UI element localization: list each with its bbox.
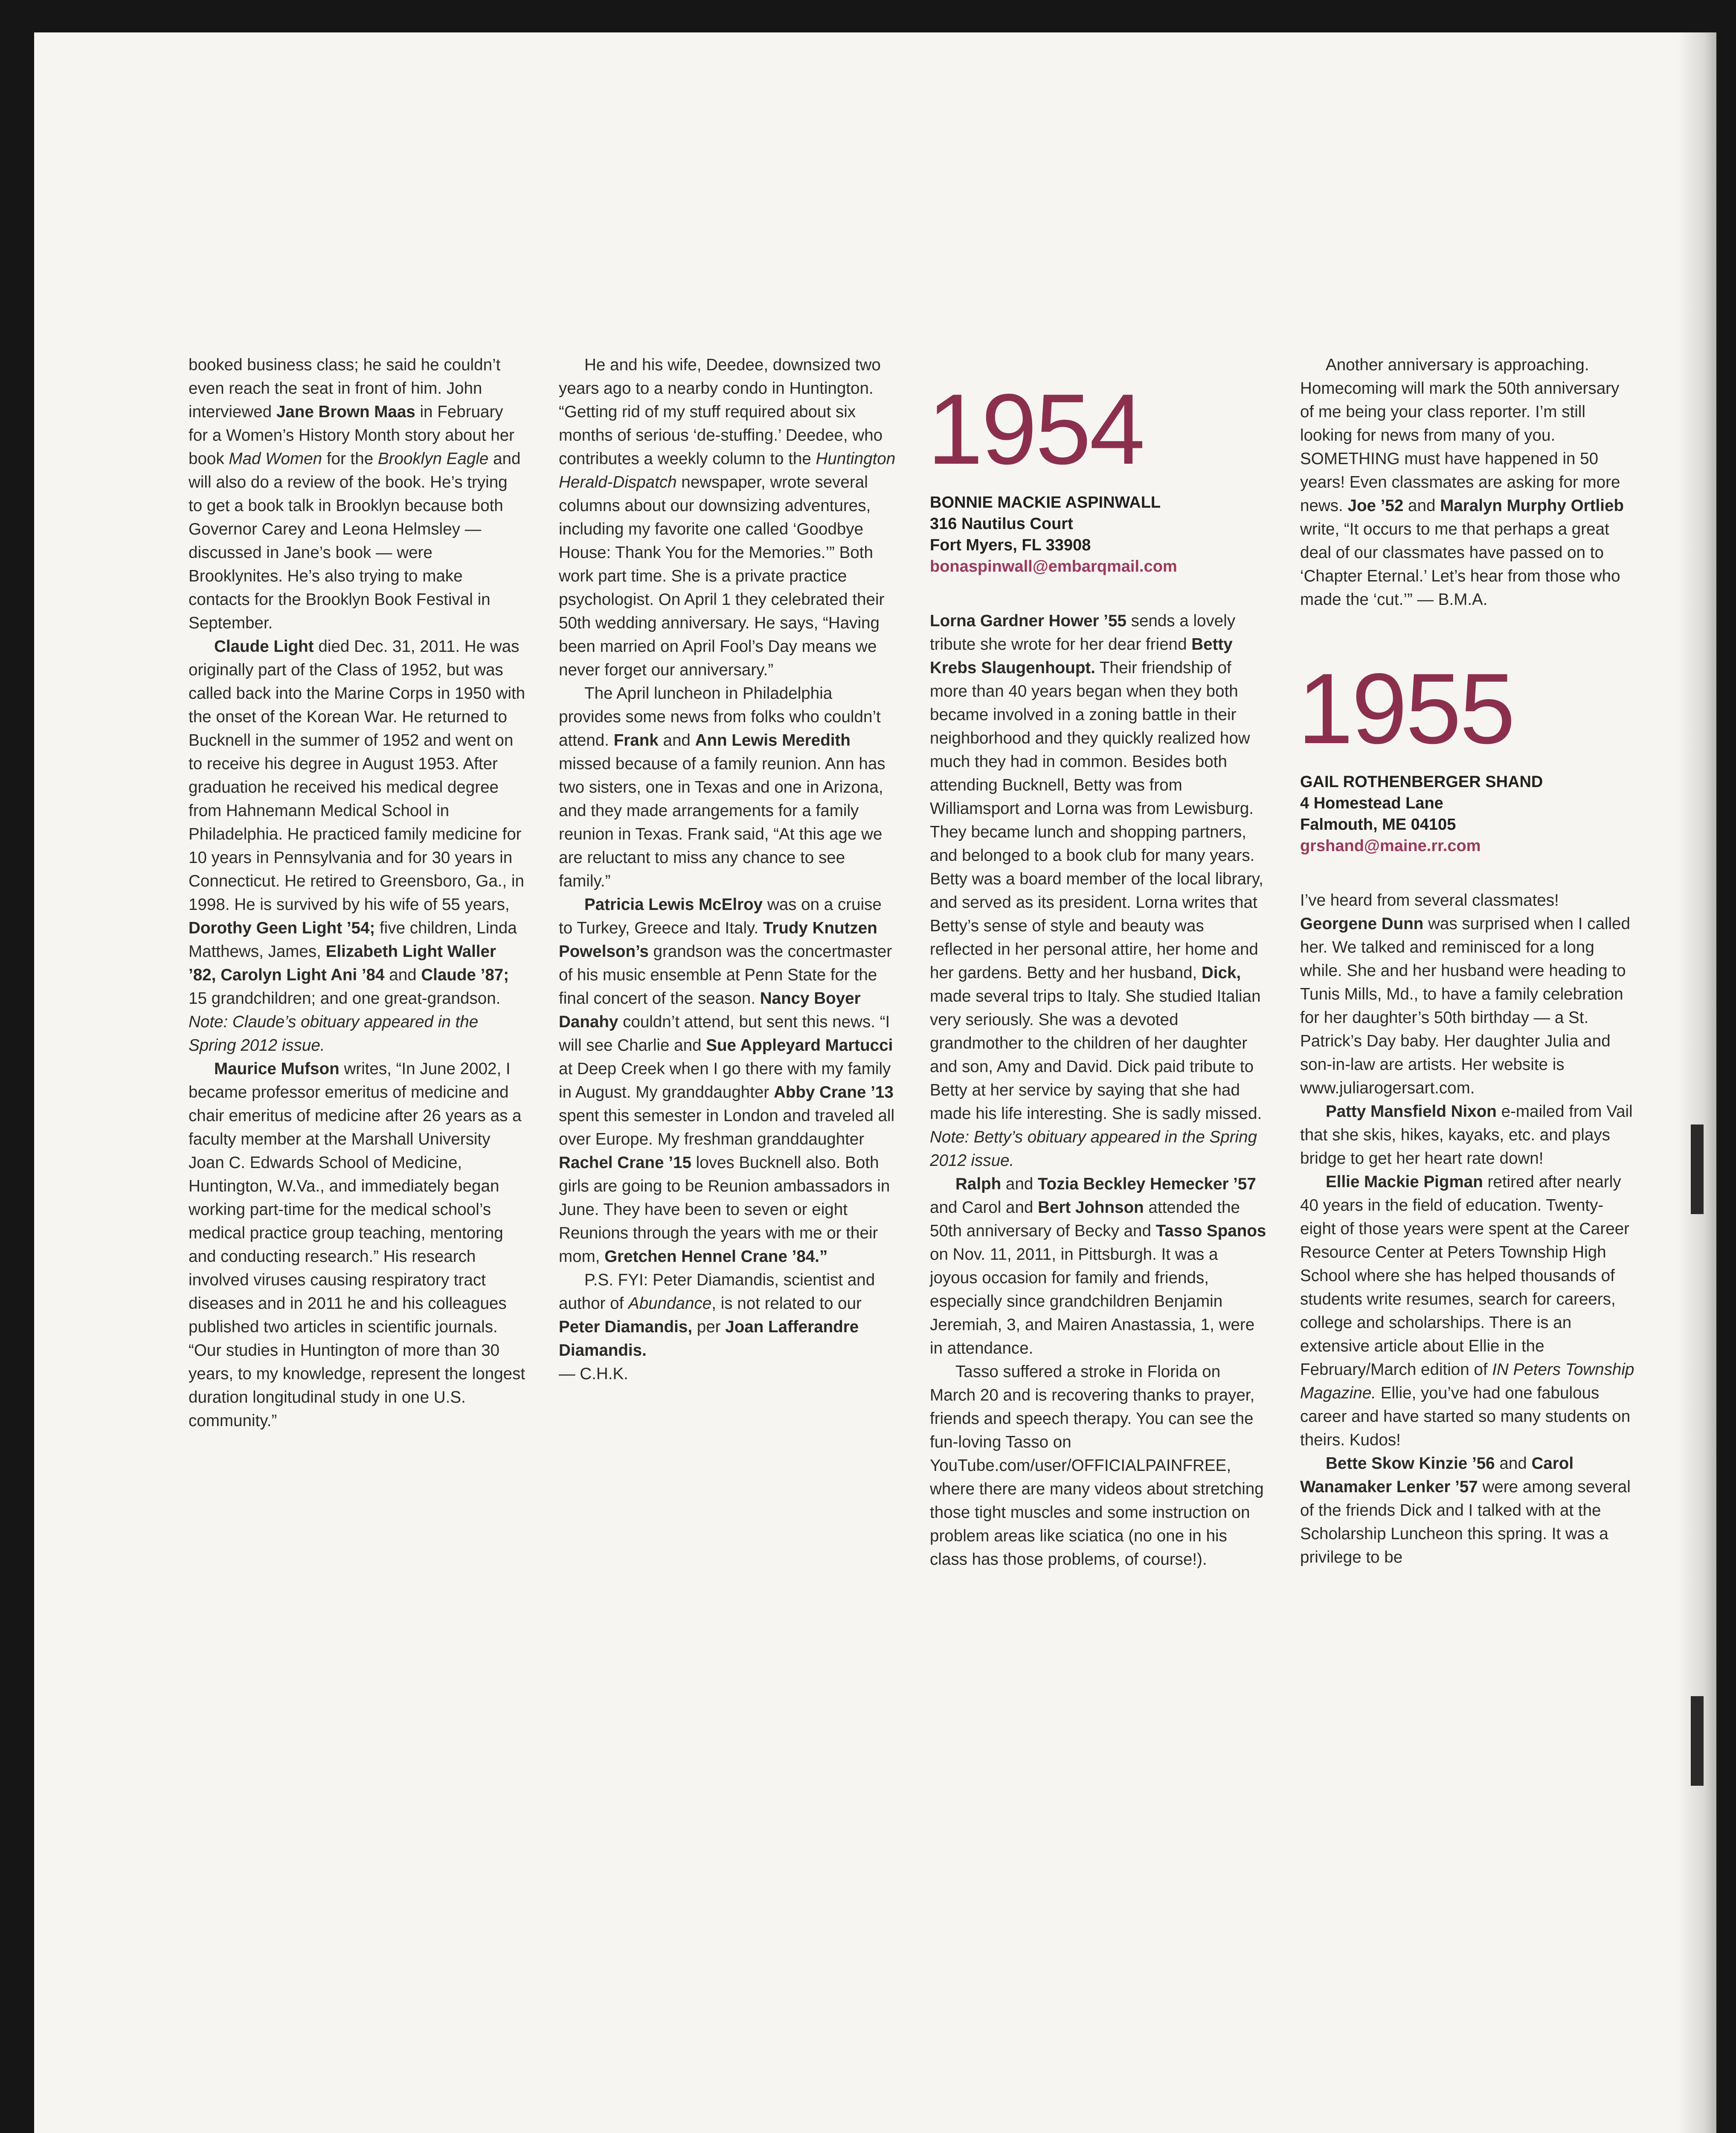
text-column-4 (1300, 353, 1637, 1569)
person-name: Dick, (1201, 964, 1241, 982)
page-binding-edge (1678, 32, 1716, 2133)
person-name: Sue Appleyard Martucci (706, 1036, 893, 1055)
paragraph (1300, 353, 1637, 611)
paragraph (930, 609, 1267, 1172)
reporter-city: Fort Myers, FL 33908 (930, 536, 1091, 554)
person-name: Ralph (955, 1175, 1002, 1193)
text-run: attended the 50th anniversary of Becky and (930, 1198, 1240, 1240)
text-run: Another anniversary is approaching. Homecoming will mark the 50th anniversary of me being your class reporter. I’m still looking for news from many of you. SOMETHING must have happened in 50 years! Even classmates are asking for more news. (1300, 356, 1620, 515)
class-reporter-1954 (930, 492, 1267, 577)
person-name: Peter Diamandis, (559, 1318, 693, 1336)
text-run: spent this semester in London and traveled all over Europe. My freshman granddaughter (559, 1107, 895, 1148)
class-year-1955: 1955 (1298, 652, 1514, 764)
text-run: newspaper, wrote several columns about our downsizing adventures, including my favorite one called ‘Goodbye House: Thank You for the Memories.’” Both work part time. She is a private practice psychologist. On April 1 they celebrated their 50th wedding anniversary. He says, “Having been married on April Fool’s Day means we never forget our anniversary.” (559, 473, 885, 679)
paragraph (559, 893, 896, 1268)
text-run: couldn’t attend, but sent this news. “I will see Charlie and (559, 1013, 890, 1055)
class-year-1954: 1954 (927, 373, 1144, 485)
person-name: Patty Mansfield Nixon (1326, 1102, 1497, 1121)
reporter-name: GAIL ROTHENBERGER SHAND (1300, 773, 1543, 791)
publication-title: Huntington Herald-Dispatch (559, 450, 896, 491)
person-name: Claude ’87; (421, 966, 509, 984)
text-run: retired after nearly 40 years in the field of education. Twenty-eight of those years were spent at the Career Resource Center at Peters Township High School where she has helped thousands of students write resumes, search for careers, college and scholarships. There is an extensive article about Ellie in the February/March edition of (1300, 1173, 1629, 1379)
text-run: were among several of the friends Dick and I talked with at the Scholarship Luncheon this spring. It was a privilege to be (1300, 1478, 1631, 1566)
paragraph (1300, 1170, 1637, 1452)
text-run: writes, “In June 2002, I became professor emeritus of medicine and chair emeritus of medicine after 26 years as a faculty member at the Marshall University Joan C. Edwards School of Medicine, Huntington, W.Va., and immediately began working part-time for the medical school’s medical practice group teaching, mentoring and conducting research.” His research involved viruses causing respiratory tract diseases and in 2011 he and his colleagues published two articles in scientific journals. “Our studies in Huntington of more than 30 years, to my knowledge, represent the longest duration longitudinal study in one U.S. community.” (189, 1060, 525, 1430)
person-name: Betty Krebs Slaugenhoupt. (930, 635, 1233, 677)
signature: — C.H.K. (559, 1365, 628, 1383)
book-title: Abundance (628, 1294, 712, 1313)
person-name: Bert Johnson (1038, 1198, 1144, 1217)
binding-mark (1691, 1125, 1704, 1214)
person-name: Patricia Lewis McElroy (584, 895, 763, 914)
paragraph (559, 1268, 896, 1362)
text-run: sends a lovely tribute she wrote for her dear friend (930, 612, 1236, 654)
editor-note: Note: Betty’s obituary appeared in the Spring 2012 issue. (930, 1128, 1257, 1170)
book-title: Mad Women (229, 450, 322, 468)
text-run: at Deep Creek when I go there with my family in August. My granddaughter (559, 1060, 891, 1101)
text-run: I’ve heard from several classmates! (1300, 891, 1559, 910)
text-run: and (658, 731, 695, 750)
text-run: for the (322, 450, 378, 468)
text-run: The April luncheon in Philadelphia provides some news from folks who couldn’t attend. (559, 684, 881, 750)
text-run: loves Bucknell also. Both girls are going to be Reunion ambassadors in June. They have been to seven or eight Reunions through the years with me or their mom, (559, 1154, 890, 1266)
paragraph (189, 353, 525, 635)
person-name: Tasso Spanos (1155, 1222, 1266, 1240)
person-name: Gretchen Hennel Crane ’84.” (604, 1247, 828, 1266)
text-run: Ellie, you’ve had one fabulous career and have started so many students on theirs. Kudos! (1300, 1384, 1631, 1449)
paragraph (559, 353, 896, 682)
text-run: on Nov. 11, 2011, in Pittsburgh. It was a joyous occasion for family and friends, especially since grandchildren Benjamin Jeremiah, 3, and Mairen Anastassia, 1, were in attendance. (930, 1245, 1255, 1357)
text-run: grandson was the concertmaster of his music ensemble at Penn State for the final concert of the season. (559, 942, 892, 1008)
paragraph (1300, 889, 1637, 1100)
person-name: Rachel Crane ’15 (559, 1154, 691, 1172)
person-name: Nancy Boyer Danahy (559, 989, 861, 1031)
text-run: five children, Linda Matthews, James, (189, 919, 517, 961)
text-run: and will also do a review of the book. He’s trying to get a book talk in Brooklyn because both Governor Carey and Leona Helmsley — discussed in Jane’s book — were Brooklynites. He’s also trying to make contacts for the Brooklyn Book Festival in September. (189, 450, 521, 632)
text-run: died Dec. 31, 2011. He was originally part of the Class of 1952, but was called back into the Marine Corps in 1950 with the onset of the Korean War. He returned to Bucknell in the summer of 1952 and went on to receive his degree in August 1953. After graduation he received his medical degree from Hahnemann Medical School in Philadelphia. He practiced family medicine for 10 years in Pennsylvania and for 30 years in Connecticut. He retired to Greensboro, Ga., in 1998. He is survived by his wife of 55 years, (189, 637, 525, 914)
person-name: Trudy Knutzen Powelson’s (559, 919, 877, 961)
text-run: was surprised when I called her. We talked and reminisced for a long while. She and her husband were heading to Tunis Mills, Md., to have a family celebration for her daughter’s 50th birthday — a St. Patrick’s Day baby. Her daughter Julia and son-in-law are artists. Her website is www.juliarogersart.com. (1300, 915, 1630, 1097)
text-run: booked business class; he said he couldn’t even reach the seat in front of him. John interviewed (189, 356, 501, 421)
reporter-email-link[interactable]: bonaspinwall@embarqmail.com (930, 558, 1177, 575)
person-name: Claude Light (214, 637, 314, 656)
text-run: He and his wife, Deedee, downsized two years ago to a nearby condo in Huntington. “Getting rid of my stuff required about six months of serious ‘de-stuffing.’ Deedee, who contributes a weekly column to the (559, 356, 883, 468)
text-run: write, “It occurs to me that perhaps a great deal of our classmates have passed on to ‘Chapter Eternal.’ Let’s hear from those who made the ‘cut.’” — B.M.A. (1300, 520, 1620, 609)
person-name: Ann Lewis Meredith (695, 731, 851, 750)
text-run: and (1001, 1175, 1038, 1193)
binding-mark (1691, 1696, 1704, 1786)
reporter-street: 4 Homestead Lane (1300, 794, 1443, 812)
editor-note: Note: Claude’s obituary appeared in the Spring 2012 issue. (189, 1013, 479, 1055)
text-run: per (692, 1318, 726, 1336)
person-name: Maralyn Murphy Ortlieb (1440, 497, 1624, 515)
person-name: Tozia Beckley Hemecker ’57 (1037, 1175, 1256, 1193)
person-name: Joe ’52 (1347, 497, 1404, 515)
magazine-page (34, 32, 1716, 2133)
text-run: was on a cruise to Turkey, Greece and Italy. (559, 895, 882, 937)
text-run: 15 grandchildren; and one great-grandson. (189, 989, 501, 1008)
text-run: made several trips to Italy. She studied Italian very seriously. She was a devoted grandmother to the children of her daughter and son, Amy and David. Dick paid tribute to Betty at her service by saying that she had made his life interesting. She is sadly missed. (930, 987, 1262, 1123)
person-name: Georgene Dunn (1300, 915, 1424, 933)
text-run: P.S. FYI: Peter Diamandis, scientist and author of (559, 1271, 875, 1313)
text-column-2 (559, 353, 896, 1386)
reporter-email-link[interactable]: grshand@maine.rr.com (1300, 837, 1481, 855)
text-run: Their friendship of more than 40 years began when they both became involved in a zoning battle in their neighborhood and they quickly realized how much they had in common. Besides both attending Bucknell, Betty was from Williamsport and Lorna was from Lewisburg. They became lunch and shopping partners, and belonged to a book club for many years. Betty was a board member of the local library, and served as its president. Lorna writes that Betty’s sense of style and beauty was reflected in her personal attire, her home and her gardens. Betty and her husband, (930, 659, 1263, 982)
text-run: and (1495, 1454, 1532, 1473)
class-reporter-1955 (1300, 771, 1637, 857)
paragraph (1300, 1452, 1637, 1569)
text-run: e-mailed from Vail that she skis, hikes, kayaks, etc. and plays bridge to get her heart rate down! (1300, 1102, 1633, 1168)
paragraph (189, 1057, 525, 1433)
person-name: Joan Lafferandre Diamandis. (559, 1318, 859, 1360)
text-run: in February for a Women’s History Month story about her book (189, 403, 515, 468)
person-name: Dorothy Geen Light ’54; (189, 919, 375, 937)
person-name: Abby Crane ’13 (773, 1083, 894, 1101)
reporter-name: BONNIE MACKIE ASPINWALL (930, 494, 1161, 511)
text-column-3 (927, 373, 1267, 1571)
text-run: and (1403, 497, 1440, 515)
text-run: , is not related to our (711, 1294, 862, 1313)
paragraph (930, 1172, 1267, 1360)
person-name: Lorna Gardner Hower ’55 (930, 612, 1126, 630)
person-name: Frank (613, 731, 659, 750)
paragraph: Tasso suffered a stroke in Florida on March 20 and is recovering thanks to prayer, friends and speech therapy. You can see the fun-loving Tasso on YouTube.com/user/OFFICIALPAINFREE, where there are many videos about stretching those tight muscles and some instruction on problem areas like sciatica (no one in his class has those problems, of course!). (930, 1363, 1264, 1569)
paragraph (559, 682, 896, 893)
person-name: Ellie Mackie Pigman (1326, 1173, 1483, 1191)
text-run: and Carol and (930, 1198, 1038, 1217)
person-name: Bette Skow Kinzie ’56 (1326, 1454, 1495, 1473)
text-column-1 (189, 353, 525, 1433)
reporter-street: 316 Nautilus Court (930, 515, 1073, 533)
paragraph (189, 635, 525, 1057)
publication-title: IN Peters Township Magazine. (1300, 1360, 1634, 1402)
person-name: Carol Wanamaker Lenker ’57 (1300, 1454, 1574, 1496)
text-run: and (384, 966, 421, 984)
text-run: missed because of a family reunion. Ann has two sisters, one in Texas and one in Arizona, and they made arrangements for a family reunion in Texas. Frank said, “At this age we are reluctant to miss any chance to see family.” (559, 755, 885, 890)
publication-title: Brooklyn Eagle (377, 450, 489, 468)
person-name: Jane Brown Maas (276, 403, 415, 421)
reporter-city: Falmouth, ME 04105 (1300, 816, 1456, 834)
person-name: Elizabeth Light Waller ’82, Carolyn Light Ani ’84 (189, 942, 496, 984)
paragraph (1300, 1100, 1637, 1170)
person-name: Maurice Mufson (214, 1060, 340, 1078)
